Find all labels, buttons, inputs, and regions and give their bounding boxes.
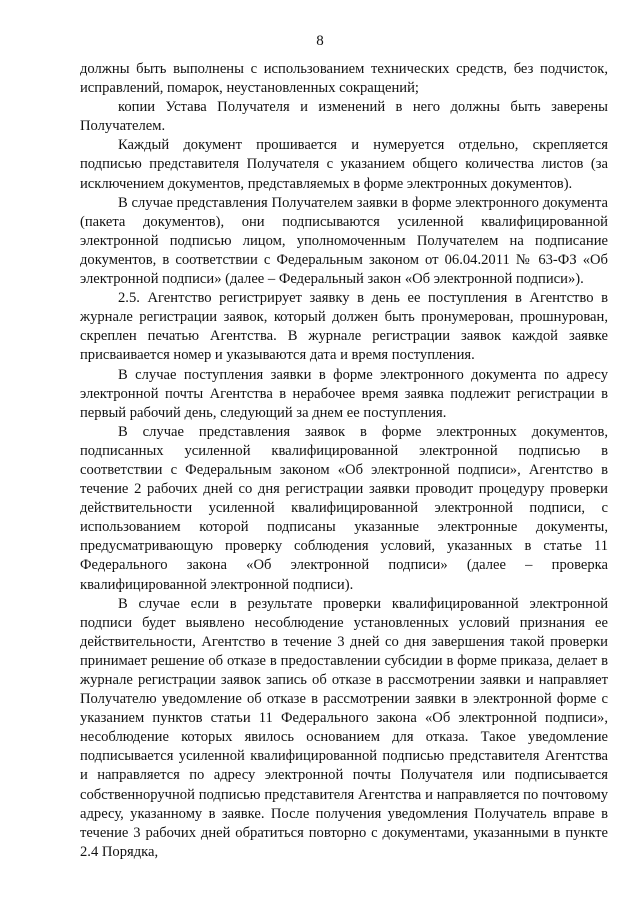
paragraph-nonworking-hours: В случае поступления заявки в форме электронного документа по адресу электронной почты Агентства в нерабочее время заявка подлежит регистрации в первый рабочий день, следующий за днем ее поступления.	[80, 366, 608, 421]
paragraph-charter-copies: копии Устава Получателя и изменений в него должны быть заверены Получателем.	[80, 99, 608, 135]
paragraph-electronic-submission: В случае представления Получателем заявки в форме электронного документа (пакета документов), они подписываются усиленной квалифицированной электронной подписью лицом, уполномоченным Получателем на подписание документов, в соответствии с Федеральным законом от 06.04.2011 № 63-ФЗ «Об электронной подписи» (далее – Федеральный закон «Об электронной подписи»).	[80, 194, 608, 288]
document-body	[80, 60, 608, 862]
page-number: 8	[316, 33, 324, 49]
paragraph-continuation: должны быть выполнены с использованием технических средств, без подчисток, исправлений, помарок, неустановленных сокращений;	[80, 61, 608, 97]
paragraph-2-5-registration: 2.5. Агентство регистрирует заявку в день ее поступления в Агентство в журнале регистрации заявок, который должен быть пронумерован, прошнурован, скреплен печатью Агентства. В журнале регистрации заявок каждой заявке присваивается номер и указываются дата и время поступления.	[80, 290, 608, 364]
paragraph-verification-failure: В случае если в результате проверки квалифицированной электронной подписи будет выявлено несоблюдение установленных условий признания ее действительности, Агентство в течение 3 дней со дня завершения такой проверки принимает решение об отказе в предоставлении субсидии в форме приказа, делает в журнале регистрации заявок запись об отказе в рассмотрении заявки и направляет Получателю уведомление об отказе в рассмотрении заявки в электронной форме с указанием пунктов статьи 11 Федерального закона «Об электронной подписи», несоблюдение которых явилось основанием для отказа. Такое уведомление подписывается усиленной квалифицированной подписью представителя Агентства и направляется по адресу электронной почты Получателя или подписывается собственноручной подписью представителя Агентства и направляется по почтовому адресу, указанному в заявке. После получения уведомления Получатель вправе в течение 3 рабочих дней обратиться повторно с документами, указанными в пункте 2.4 Порядка,	[80, 595, 608, 860]
paragraph-document-binding: Каждый документ прошивается и нумеруется отдельно, скрепляется подписью представителя Получателя с указанием общего количества листов (за исключением документов, представляемых в форме электронных документов).	[80, 137, 608, 192]
paragraph-signature-verification: В случае представления заявок в форме электронных документов, подписанных усиленной квалифицированной электронной подписью в соответствии с Федеральным законом «Об электронной подписи», Агентство в течение 2 рабочих дней со дня регистрации заявки проводит процедуру проверки действительности усиленной квалифицированной электронной подписи, с использованием которой подписаны указанные электронные документы, предусматривающую проверку соблюдения условий, указанных в статье 11 Федерального закона «Об электронной подписи» (далее – проверка квалифицированной электронной подписи).	[80, 423, 608, 593]
